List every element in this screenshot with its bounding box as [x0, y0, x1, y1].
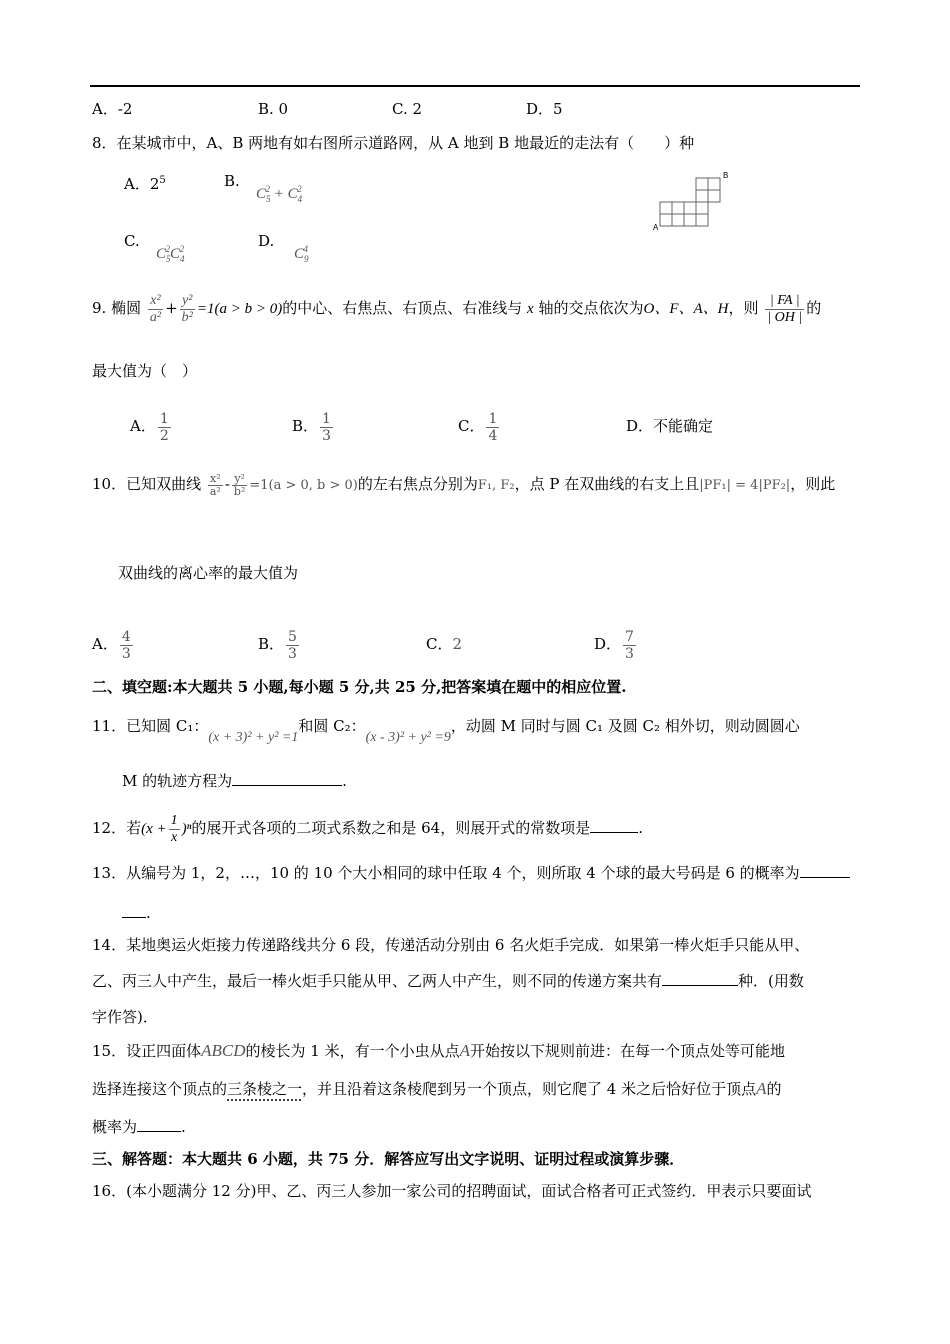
q10-option-a: A． $\frac{4}{3}$	[92, 628, 131, 662]
q13-line1: 13．从编号为 1，2，…，10 的 10 个大小相同的球中任取 4 个，则所取 4 个球的最大号码是 6 的概率为	[92, 862, 850, 884]
q8-option-b: B.	[224, 172, 240, 190]
grid-label-a: A	[653, 223, 659, 232]
road-grid-figure	[650, 168, 740, 234]
q9-option-b: B． $\frac{1}{3}$	[292, 410, 331, 444]
q8-option-d: D.	[258, 232, 275, 250]
q9-option-a: A． $\frac{1}{2}$	[130, 410, 169, 444]
q11-line1: 11．已知圆 C₁：(x + 3)² + y² =1和圆 C₂：(x - 3)² + y² =9，动圆 M 同时与圆 C₁ 及圆 C₂ 相外切，则动圆圆心	[92, 717, 800, 745]
q11-answer-blank[interactable]	[232, 771, 342, 786]
q8-option-d-expr: $C_9^4$	[294, 244, 309, 264]
section-2-heading: 二、填空题:本大题共 5 小题,每小题 5 分,共 25 分,把答案填在题中的相应位置.	[92, 678, 627, 696]
q10-line1: 10．已知双曲线 $\frac{\text{x²}}{\text{a²}}$ - $\frac{\text{y²}}{\text{b²}}$ =1(a > 0, b > 0)的左右焦点分别为F₁, F₂，点 P 在双曲线的右支上且|PF₁| = 4|PF₂|，则此	[92, 471, 836, 498]
q7-option-a: A．-2	[92, 100, 133, 118]
q9-line1: 9. 椭圆 $\frac{\text{x²}}{\text{a²}}$ + $\frac{\text{y²}}{\text{b²}}$ =1(a > b > 0)的中心、右焦点、右顶点、右准线与 x 轴的交点依次为O、F、A、H，则 $\frac{| FA |}{| OH |}$ 的	[92, 292, 822, 325]
q9-frac-y: $\frac{\text{y²}}{\text{b²}}$	[181, 292, 193, 325]
q14-line3: 字作答)．	[92, 1008, 158, 1026]
q12-answer-blank[interactable]	[590, 818, 638, 833]
top-rule	[90, 85, 860, 87]
q11-line2: M 的轨迹方程为 .	[122, 772, 347, 790]
q15-line1: 15．设正四面体ABCD的棱长为 1 米，有一个小虫从点A开始按以下规则前进：在每一个顶点处等可能地	[92, 1041, 785, 1060]
q8-stem: 8．在某城市中，A、B 两地有如右图所示道路网，从 A 地到 B 地最近的走法有（ ）种	[92, 134, 695, 152]
q7-option-d: D．5	[526, 100, 563, 118]
grid-label-b: B	[723, 171, 729, 180]
q14-line1: 14．某地奥运火炬接力传递路线共分 6 段，传递活动分别由 6 名火炬手完成．如果第一棒火炬手只能从甲、	[92, 936, 810, 954]
q16-line1: 16．(本小题满分 12 分)甲、乙、丙三人参加一家公司的招聘面试，面试合格者可正式签约．甲表示只要面试	[92, 1182, 812, 1200]
q10-line2: 双曲线的离心率的最大值为	[118, 564, 299, 582]
q10-option-c: C．2	[426, 635, 463, 653]
q15-answer-blank[interactable]	[137, 1117, 181, 1132]
q13-line2: .	[122, 902, 151, 924]
q8-option-b-expr: $C_5^2 + C_4^2$	[256, 184, 303, 204]
q15-line2: 选择连接这个顶点的三条棱之一，并且沿着这条棱爬到另一个顶点，则它爬了 4 米之后恰好位于顶点A的	[92, 1079, 782, 1098]
q9-frac-x: $\frac{\text{x²}}{\text{a²}}$	[149, 292, 162, 325]
q7-option-c: C. 2	[392, 100, 423, 118]
q8-option-a: A．$2^5$	[124, 175, 166, 193]
q8-option-c-expr: $C_5^2C_4^2$	[156, 244, 185, 264]
q7-option-b: B. 0	[258, 100, 289, 118]
q14-line2: 乙、丙三人中产生，最后一棒火炬手只能从甲、乙两人中产生，则不同的传递方案共有 种．(用数	[92, 972, 804, 990]
q10-option-d: D． $\frac{7}{3}$	[594, 628, 634, 662]
section-3-heading: 三、解答题：本大题共 6 小题，共 75 分．解答应写出文字说明、证明过程或演算步骤．	[92, 1150, 685, 1168]
q13-answer-blank-a[interactable]	[800, 863, 850, 878]
q9-ratio: $\frac{| FA |}{| OH |}$	[767, 292, 803, 325]
q12-line: 12．若(x + $\frac{1}{x}$ )ⁿ的展开式各项的二项式系数之和是 64，则展开式的常数项是 .	[92, 812, 643, 845]
q15-line3: 概率为 .	[92, 1118, 186, 1136]
q8-option-c: C.	[124, 232, 140, 250]
q14-answer-blank[interactable]	[662, 971, 738, 986]
q9-option-d: D．不能确定	[626, 417, 714, 435]
q9-option-c: C． $\frac{1}{4}$	[458, 410, 498, 444]
q13-answer-blank-b[interactable]	[122, 903, 146, 918]
q9-line2: 最大值为（ ）	[92, 362, 198, 380]
q10-option-b: B． $\frac{5}{3}$	[258, 628, 297, 662]
